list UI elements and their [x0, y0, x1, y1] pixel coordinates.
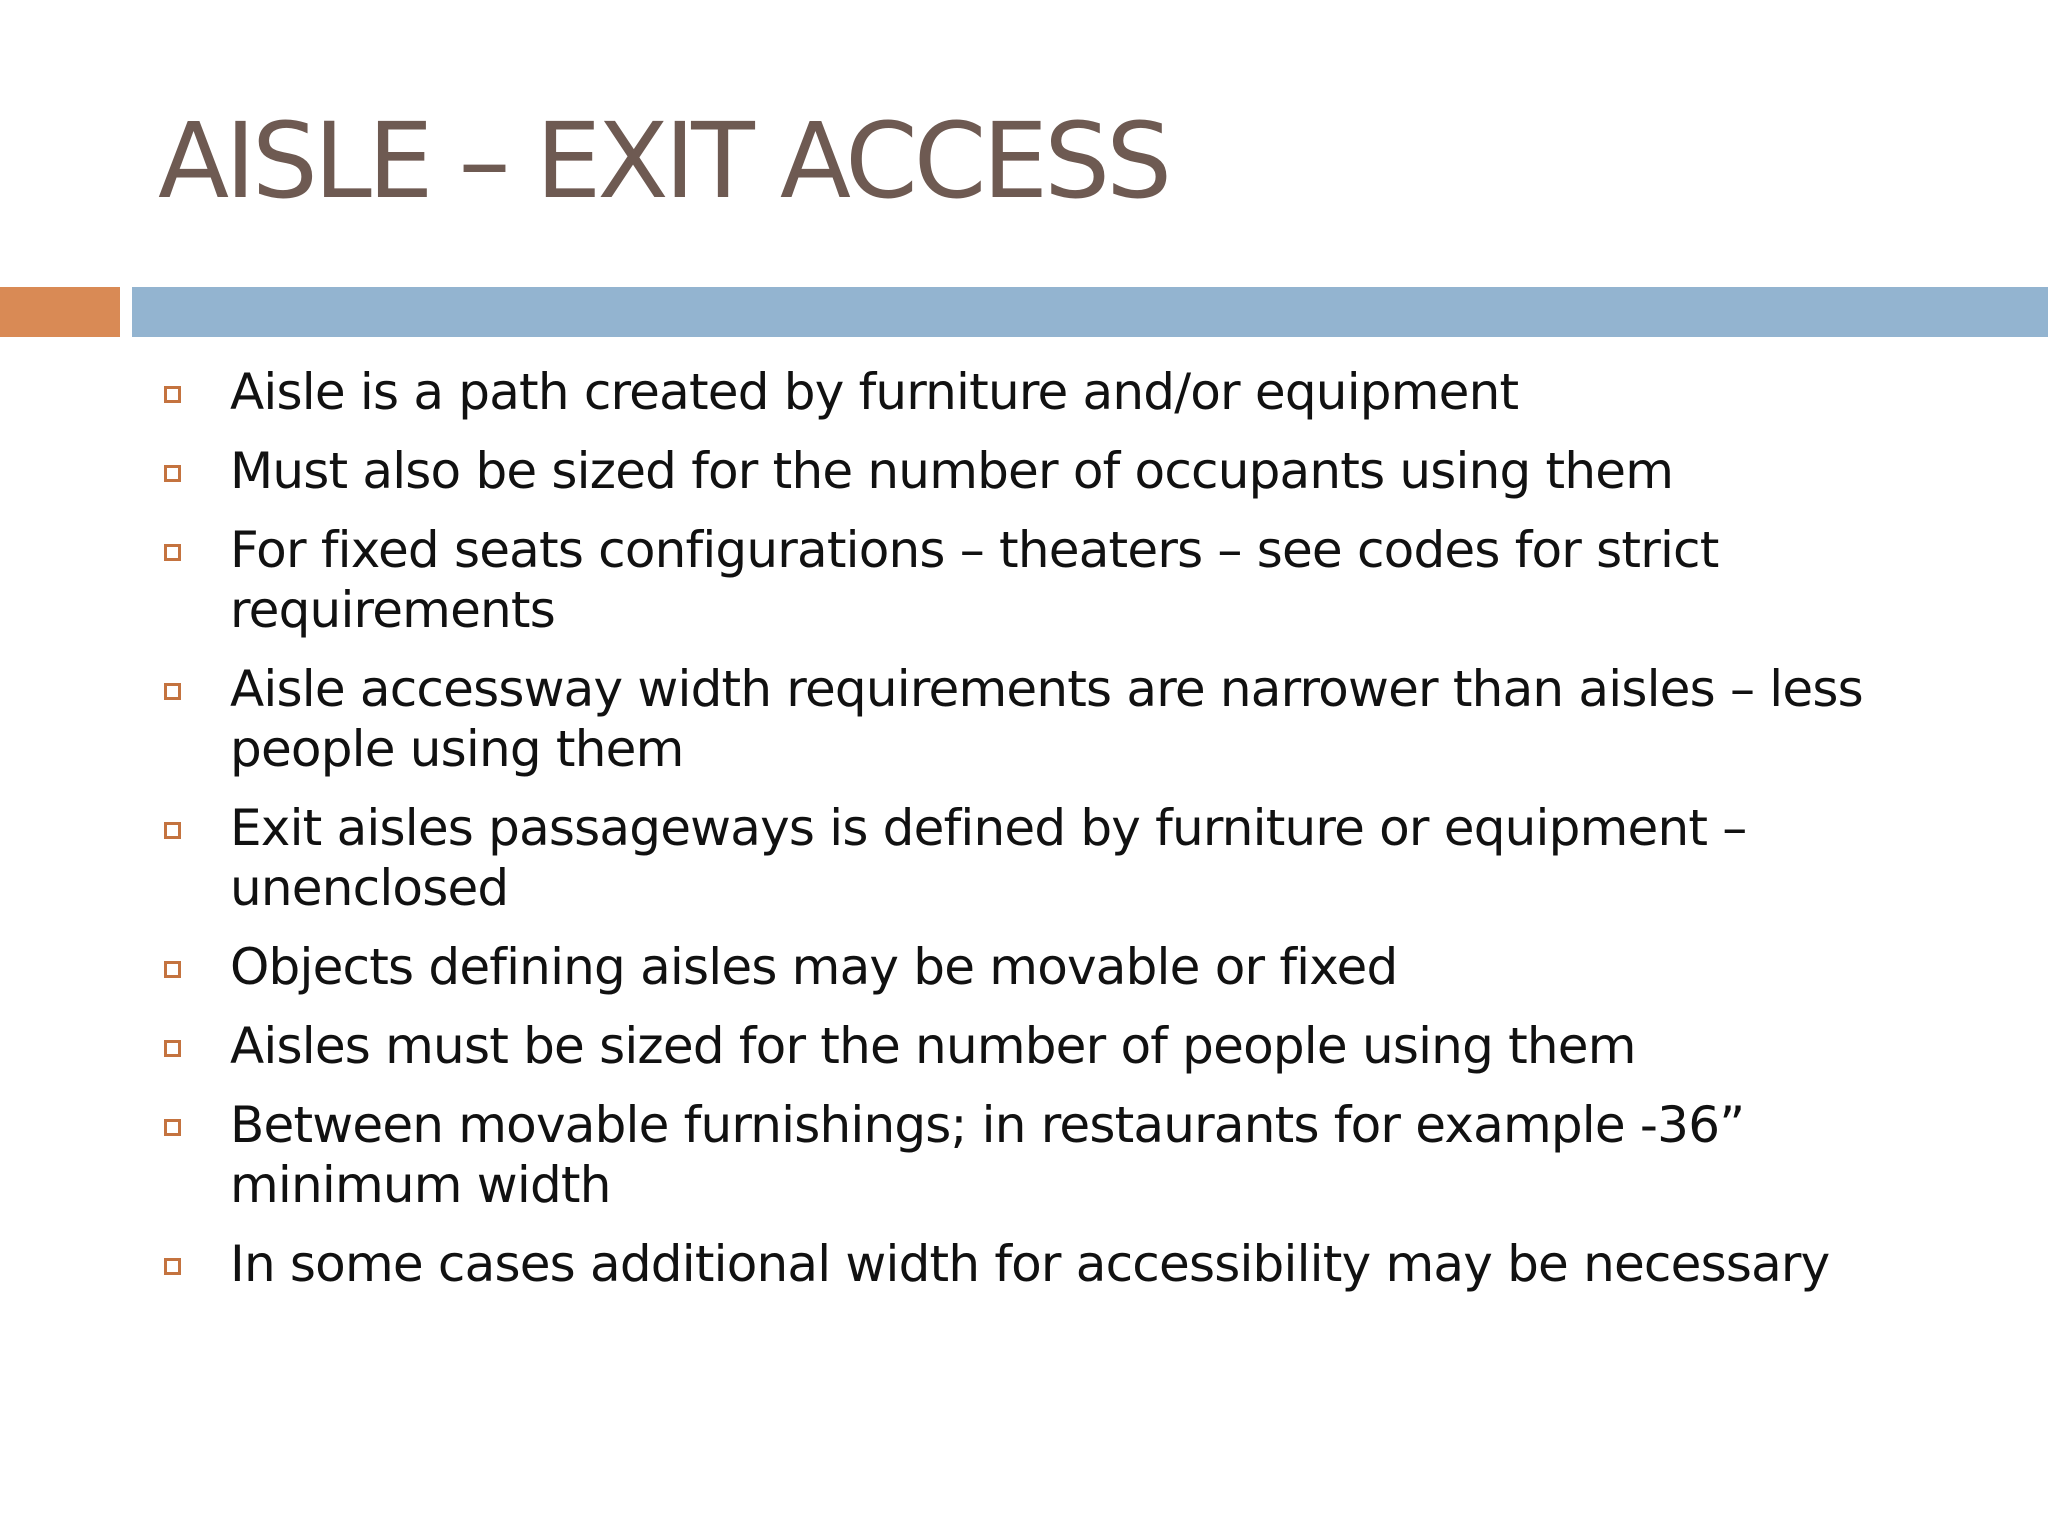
bullet-item: [158, 441, 1958, 501]
bullet-item: [158, 362, 1958, 422]
bullet-text: Exit aisles passageways is defined by furniture or equipment – unenclosed: [230, 799, 1747, 917]
bullet-text: Aisle accessway width requirements are narrower than aisles – less people using them: [230, 660, 1863, 778]
square-bullet-icon: [164, 386, 181, 403]
bullet-text: Objects defining aisles may be movable or fixed: [230, 938, 1398, 996]
square-bullet-icon: [164, 961, 181, 978]
bullet-text: Aisles must be sized for the number of people using them: [230, 1017, 1636, 1075]
bullet-list: [158, 362, 1958, 1313]
bullet-item: [158, 520, 1958, 640]
square-bullet-icon: [164, 822, 181, 839]
bullet-item: [158, 1016, 1958, 1076]
slide-title: AISLE – EXIT ACCESS: [158, 100, 1169, 222]
bullet-text: Between movable furnishings; in restaurants for example -36” minimum width: [230, 1096, 1745, 1214]
bullet-item: [158, 659, 1958, 779]
bullet-text: In some cases additional width for accessibility may be necessary: [230, 1235, 1830, 1293]
bullet-item: [158, 798, 1958, 918]
bullet-text: Must also be sized for the number of occupants using them: [230, 442, 1674, 500]
square-bullet-icon: [164, 1040, 181, 1057]
square-bullet-icon: [164, 683, 181, 700]
square-bullet-icon: [164, 1258, 181, 1275]
bullet-text: For fixed seats configurations – theaters – see codes for strict requirements: [230, 521, 1719, 639]
bullet-item: [158, 1234, 1958, 1294]
accent-bar: [0, 287, 120, 337]
square-bullet-icon: [164, 1119, 181, 1136]
square-bullet-icon: [164, 465, 181, 482]
square-bullet-icon: [164, 544, 181, 561]
bullet-item: [158, 1095, 1958, 1215]
bullet-text: Aisle is a path created by furniture and/or equipment: [230, 363, 1519, 421]
title-divider-bar: [132, 287, 2048, 337]
bullet-item: [158, 937, 1958, 997]
